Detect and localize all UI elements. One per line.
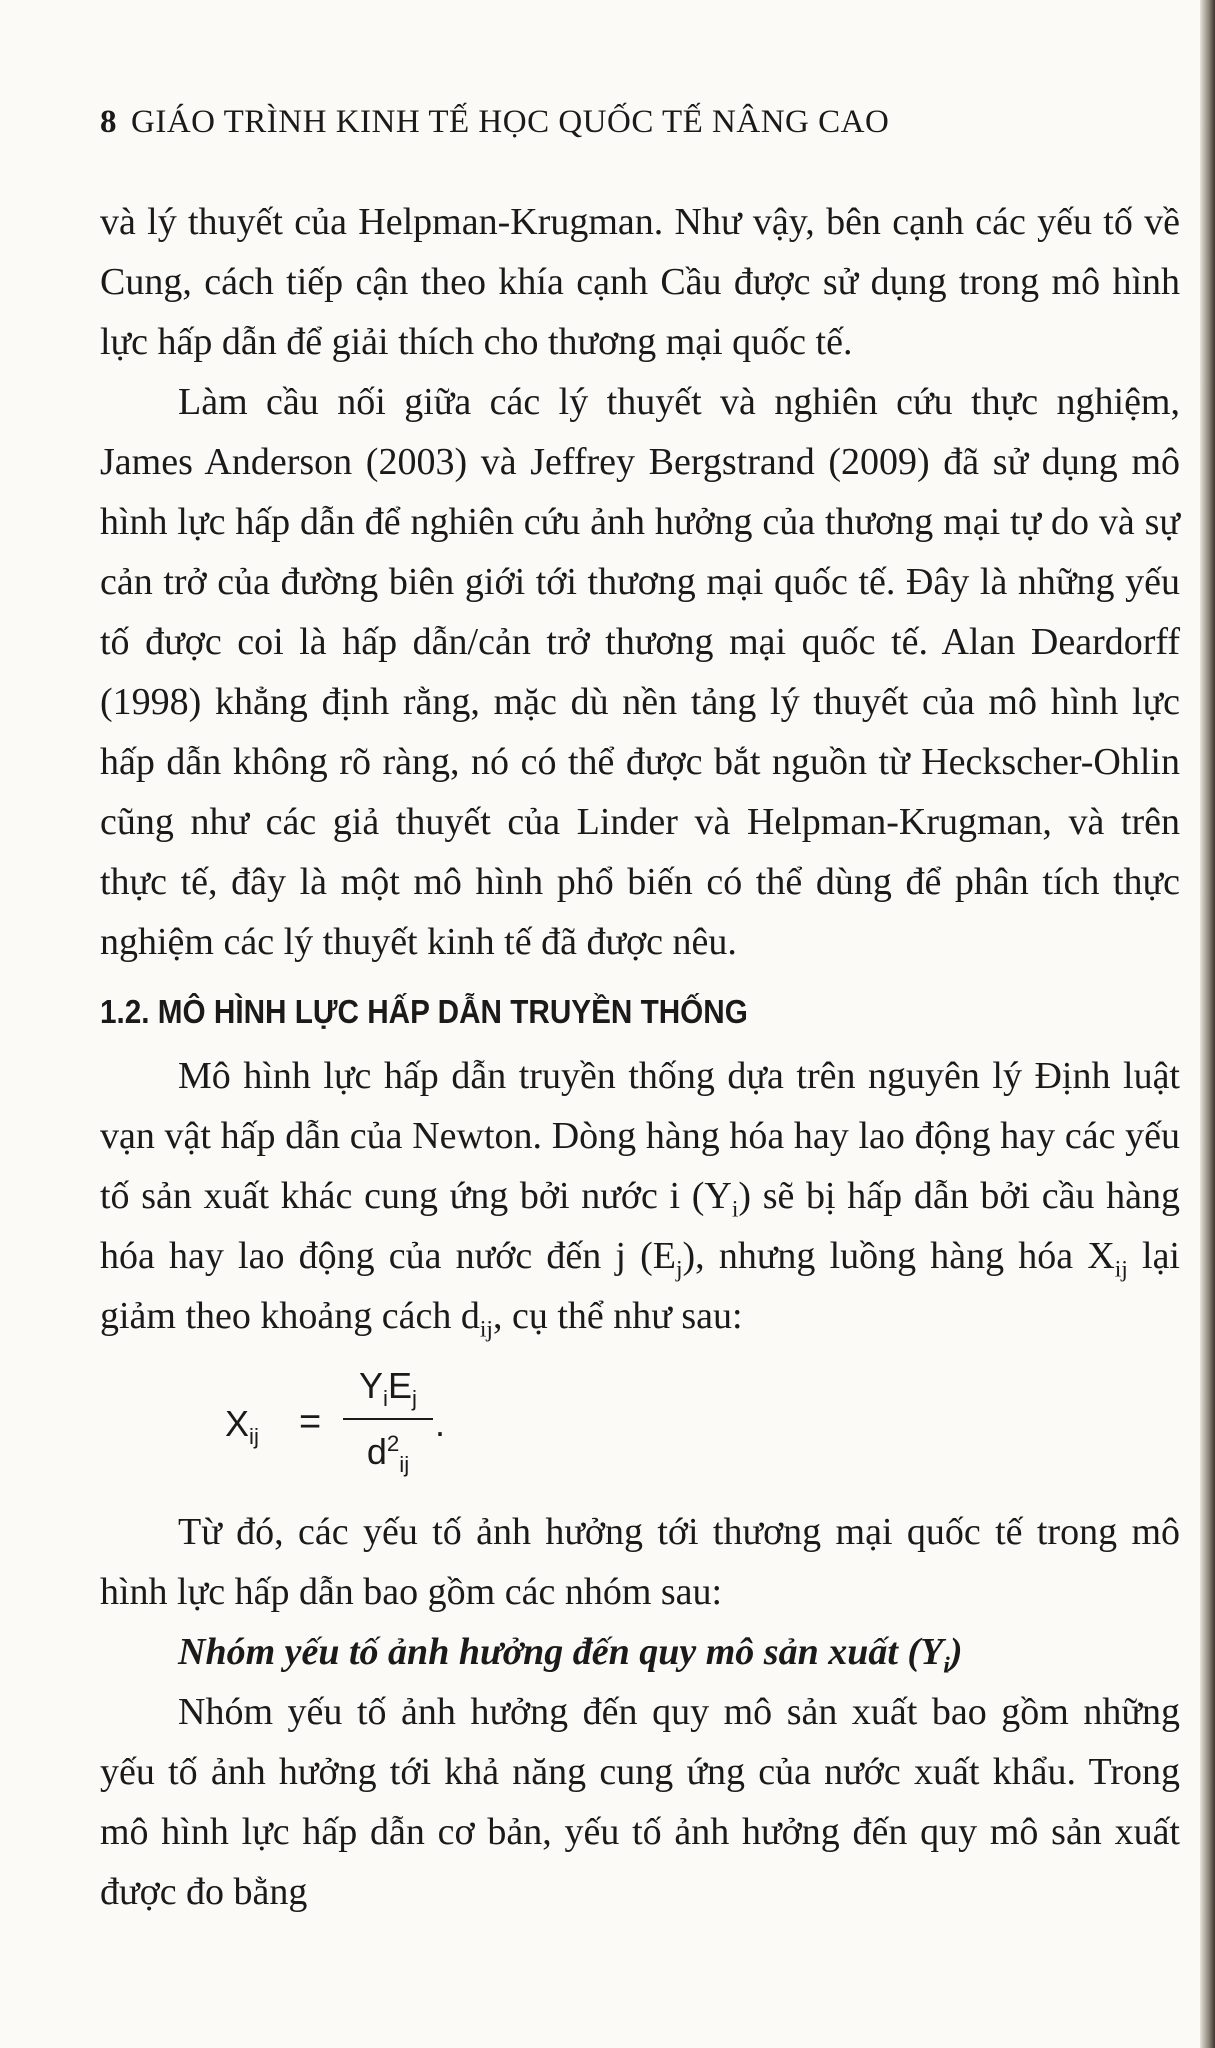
sub-heading: Nhóm yếu tố ảnh hưởng đến quy mô sản xuất $(Y_i)$ [178, 1631, 963, 1679]
body-text [100, 192, 1180, 1922]
gravity-formula [225, 1360, 1180, 1484]
p3-sub-dij: ij [479, 1316, 493, 1343]
book-spine-edge [1200, 0, 1215, 2048]
p3-text-g: lại giảm theo khoảng cách d [100, 1235, 1180, 1337]
paragraph-5: Nhóm yếu tố ảnh hưởng đến quy mô sản xuất bao gồm những yếu tố ảnh hưởng tới khả năng cung ứng của nước xuất khẩu. Trong mô hình lực hấp dẫn cơ bản, yếu tố ảnh hưởng đến quy mô sản xuất được đo bằng [100, 1691, 1180, 1913]
running-header [100, 104, 889, 141]
paragraph-2: Làm cầu nối giữa các lý thuyết và nghiên cứu thực nghiệm, James Anderson (2003) và Jeffrey Bergstrand (2009) đã sử dụng mô hình lực hấp dẫn để nghiên cứu ảnh hưởng của thương mại tự do và sự cản trở của đường biên giới tới thương mại quốc tế. Đây là những yếu tố được coi là hấp dẫn/cản trở thương mại quốc tế. Alan Deardorff (1998) khẳng định rằng, mặc dù nền tảng lý thuyết của mô hình lực hấp dẫn không rõ ràng, nó có thể được bắt nguồn từ Heckscher-Ohlin cũng như các giả thuyết của Linder và Helpman-Krugman, và trên thực tế, đây là một mô hình phổ biến có thể dùng để phân tích thực nghiệm các lý thuyết kinh tế đã được nêu. [100, 381, 1180, 963]
section-heading: 1.2. MÔ HÌNH LỰC HẤP DẪN TRUYỀN THỐNG [100, 993, 748, 1030]
p3-text-e: ), nhưng luồng hàng hóa X [682, 1235, 1115, 1277]
formula-fraction [343, 1360, 433, 1478]
formula-period: . [435, 1403, 446, 1444]
p3-sub-j: j [675, 1256, 683, 1283]
paragraph-4: Từ đó, các yếu tố ảnh hưởng tới thương mại quốc tế trong mô hình lực hấp dẫn bao gồm các nhóm sau: [100, 1511, 1180, 1613]
p3-sub-ij: ij [1114, 1256, 1128, 1283]
book-title: GIÁO TRÌNH KINH TẾ HỌC QUỐC TẾ NÂNG CAO [131, 104, 890, 140]
formula-lhs: $X_{ij}$ [225, 1403, 259, 1450]
formula-denominator: $d^2_{ij}$ [366, 1431, 410, 1478]
formula-equals: = [299, 1401, 322, 1443]
paragraph-3 [100, 1046, 1180, 1346]
p3-text-i: , cụ thể như sau: [492, 1295, 743, 1337]
formula-numerator: $Y_iE_j$ [359, 1365, 417, 1412]
page-number: 8 [100, 104, 117, 140]
p3-text-a: Mô hình lực hấp dẫn truyền thống dựa trên nguyên lý Định luật vạn vật hấp dẫn của Newton. Dòng hàng hóa hay lao động hay các yếu tố sản xuất khác cung ứng bởi nước i (Y [100, 1055, 1180, 1217]
p3-sub-i: i [731, 1196, 739, 1223]
p3-text-c: ) sẽ bị hấp dẫn bởi cầu hàng hóa hay lao động của nước đến j (E [100, 1175, 1180, 1277]
paragraph-1: và lý thuyết của Helpman-Krugman. Như vậy, bên cạnh các yếu tố về Cung, cách tiếp cận theo khía cạnh Cầu được sử dụng trong mô hình lực hấp dẫn để giải thích cho thương mại quốc tế. [100, 201, 1180, 363]
fraction-bar [343, 1418, 433, 1420]
